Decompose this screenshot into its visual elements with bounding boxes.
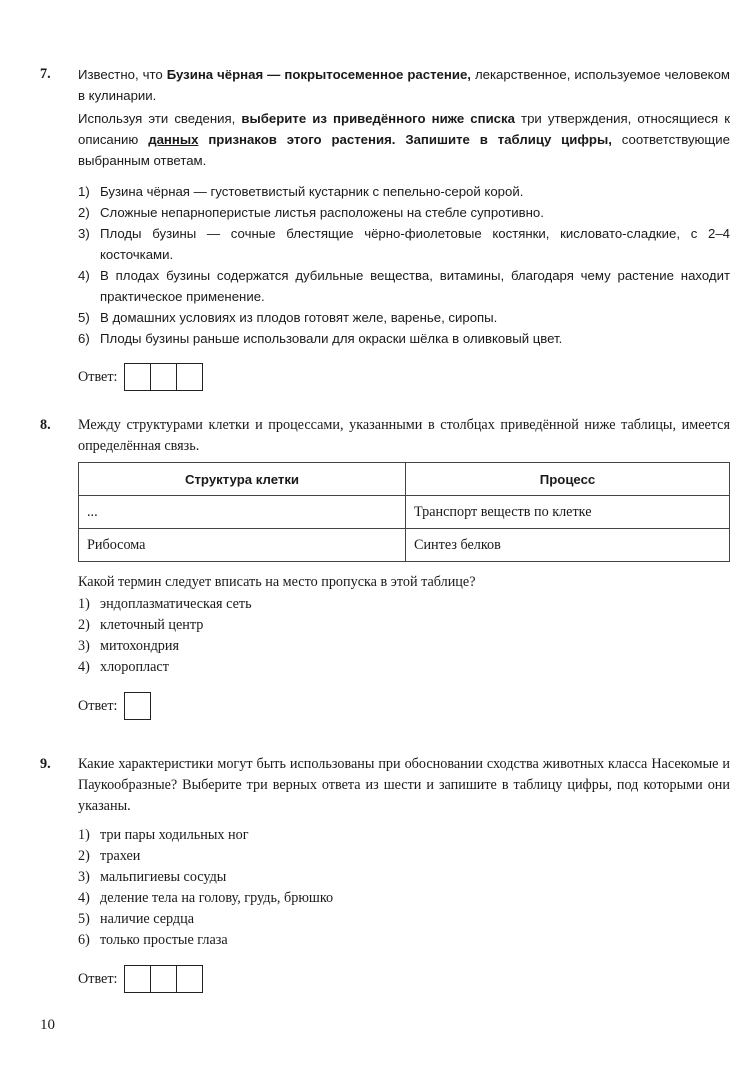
list-item: 5) наличие сердца [78, 911, 195, 927]
list-item: 3) митохондрия [78, 638, 179, 654]
list-item: 2) Сложные непарноперистые листья расположены на стебле супротивно. [78, 205, 544, 220]
list-item: 4) В плодах бузины содержатся дубильные вещества, витамины, благодаря чему растение находит практическое применение. [78, 268, 730, 304]
answer-cell[interactable] [125, 364, 151, 390]
answer-cells [124, 965, 203, 993]
answer-label: Ответ: [78, 368, 118, 385]
answer-row [78, 965, 730, 993]
list-item: 2) клеточный центр [78, 617, 204, 633]
list-item: 4) деление тела на голову, грудь, брюшко [78, 890, 334, 906]
list-item: 1) Бузина чёрная — густоветвистый кустарник с пепельно-серой корой. [78, 184, 524, 199]
table-row [79, 529, 730, 562]
answer-label: Ответ: [78, 697, 118, 714]
list-item: 6) только простые глаза [78, 932, 228, 948]
table-cell: Синтез белков [406, 529, 730, 562]
list-item: 2) трахеи [78, 848, 141, 864]
task-intro: Какие характеристики могут быть использованы при обосновании сходства животных класса Насекомые и Паукообразные? Выберите три верных ответа из шести и запишите в таблицу цифры, под которыми они указаны. [78, 756, 730, 814]
table-header: Процесс [406, 463, 730, 496]
task-number: 8. [40, 417, 51, 433]
list-item: 6) Плоды бузины раньше использовали для окраски шёлка в оливковый цвет. [78, 331, 563, 346]
answer-cell[interactable] [177, 966, 202, 992]
task-instruction: Используя эти сведения, выберите из приведённого ниже списка три утверждения, относящиеся к описанию данных признаков этого растения. Запишите в таблицу цифры, соответствующие выбранным ответам. [78, 111, 731, 168]
answer-cells [124, 363, 203, 391]
list-item: 3) мальпигиевы сосуды [78, 869, 227, 885]
table-row [79, 496, 730, 529]
task-intro: Известно, что Бузина чёрная — покрытосеменное растение, лекарственное, используемое человеком в кулинарии. [78, 67, 730, 103]
table-header: Структура клетки [79, 463, 406, 496]
answer-cell[interactable] [151, 364, 177, 390]
task-number: 7. [40, 66, 51, 82]
answer-row [78, 692, 730, 720]
options-list [78, 594, 730, 678]
task-question: Какой термин следует вписать на место пропуска в этой таблице? [78, 574, 476, 590]
list-item: 5) В домашних условиях из плодов готовят желе, варенье, сиропы. [78, 310, 498, 325]
answer-cell[interactable] [151, 966, 177, 992]
task-number: 9. [40, 756, 51, 772]
task-intro: Между структурами клетки и процессами, указанными в столбцах приведённой ниже таблицы, имеется определённая связь. [78, 417, 730, 454]
task-8 [40, 415, 730, 720]
answer-cell[interactable] [177, 364, 202, 390]
options-list [78, 825, 730, 951]
table-cell: Транспорт веществ по клетке [406, 496, 730, 529]
table-cell: ... [79, 496, 406, 529]
task-7 [40, 64, 730, 391]
answer-label: Ответ: [78, 970, 118, 987]
list-item: 4) хлоропласт [78, 659, 169, 675]
answer-row [78, 363, 730, 391]
answer-cell[interactable] [125, 966, 151, 992]
options-list [78, 181, 730, 349]
list-item: 1) три пары ходильных ног [78, 827, 249, 843]
answer-cells [124, 692, 151, 720]
table-cell: Рибосома [79, 529, 406, 562]
structure-process-table [78, 462, 730, 562]
answer-cell[interactable] [125, 693, 150, 719]
task-9 [40, 754, 730, 993]
list-item: 1) эндоплазматическая сеть [78, 596, 252, 612]
page-number: 10 [40, 1017, 55, 1033]
list-item: 3) Плоды бузины — сочные блестящие чёрно-фиолетовые костянки, кисловато-сладкие, с 2–4 косточками. [78, 226, 730, 262]
